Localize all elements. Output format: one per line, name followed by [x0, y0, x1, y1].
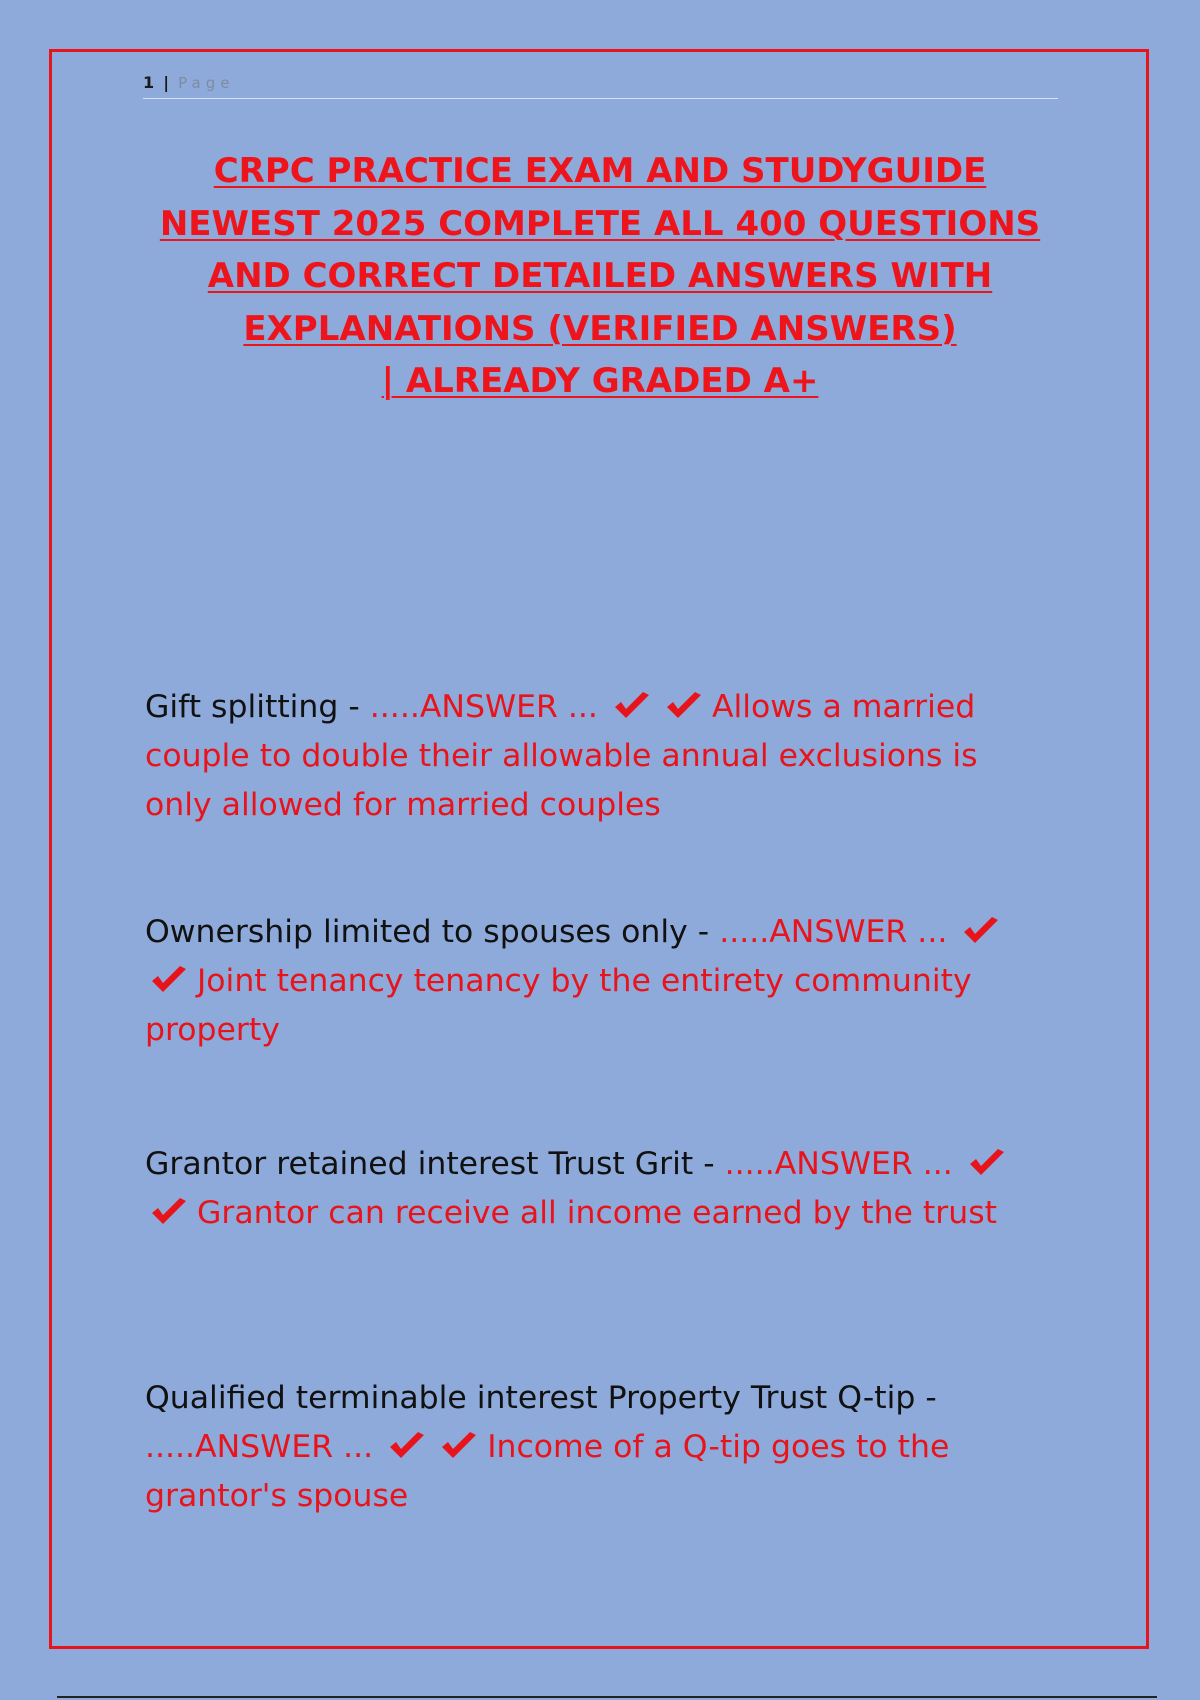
- page-number: 1: [143, 73, 155, 92]
- answer-marker: .....ANSWER ...: [724, 1146, 953, 1182]
- title-line: EXPLANATIONS (VERIFIED ANSWERS): [243, 308, 957, 349]
- answer-text: Allows a married couple to double their allowable annual exclusions is only allowed for married couples: [145, 689, 978, 823]
- qa-item: [145, 1140, 1045, 1238]
- checkmark-icon: [387, 1431, 427, 1461]
- question-text: Grantor retained interest Trust Grit -: [145, 1146, 725, 1182]
- question-text: Gift splitting -: [145, 689, 370, 725]
- checkmark-icon: [149, 1197, 189, 1227]
- qa-item: [145, 908, 1045, 1055]
- title-line: AND CORRECT DETAILED ANSWERS WITH: [207, 256, 993, 296]
- qa-item: [145, 1374, 1045, 1521]
- qa-item: [145, 683, 1045, 830]
- answer-marker: .....ANSWER ...: [369, 689, 598, 725]
- document-title: [130, 145, 1070, 408]
- title-line: NEWEST 2025 COMPLETE ALL 400 QUESTIONS: [159, 203, 1041, 244]
- title-line: | ALREADY GRADED A+: [381, 361, 819, 401]
- question-text: Ownership limited to spouses only -: [145, 914, 720, 950]
- checkmark-icon: [664, 691, 704, 721]
- checkmark-icon: [961, 916, 1001, 946]
- answer-text: Grantor can receive all income earned by the trust: [197, 1195, 997, 1231]
- question-text: Qualified terminable interest Property Trust Q-tip -: [145, 1380, 937, 1416]
- checkmark-icon: [149, 965, 189, 995]
- title-line: CRPC PRACTICE EXAM AND STUDYGUIDE: [213, 151, 987, 191]
- checkmark-icon: [439, 1431, 479, 1461]
- bottom-rule: [57, 1696, 1157, 1698]
- page-separator: |: [163, 73, 170, 92]
- checkmark-icon: [967, 1148, 1007, 1178]
- answer-marker: .....ANSWER ...: [719, 914, 948, 950]
- page-header: [143, 70, 1058, 99]
- answer-text: Joint tenancy tenancy by the entirety community property: [145, 963, 972, 1048]
- answer-marker: .....ANSWER ...: [145, 1429, 374, 1465]
- answer-text: Income of a Q-tip goes to the grantor's spouse: [145, 1429, 950, 1514]
- checkmark-icon: [612, 691, 652, 721]
- page-label: Page: [178, 74, 235, 92]
